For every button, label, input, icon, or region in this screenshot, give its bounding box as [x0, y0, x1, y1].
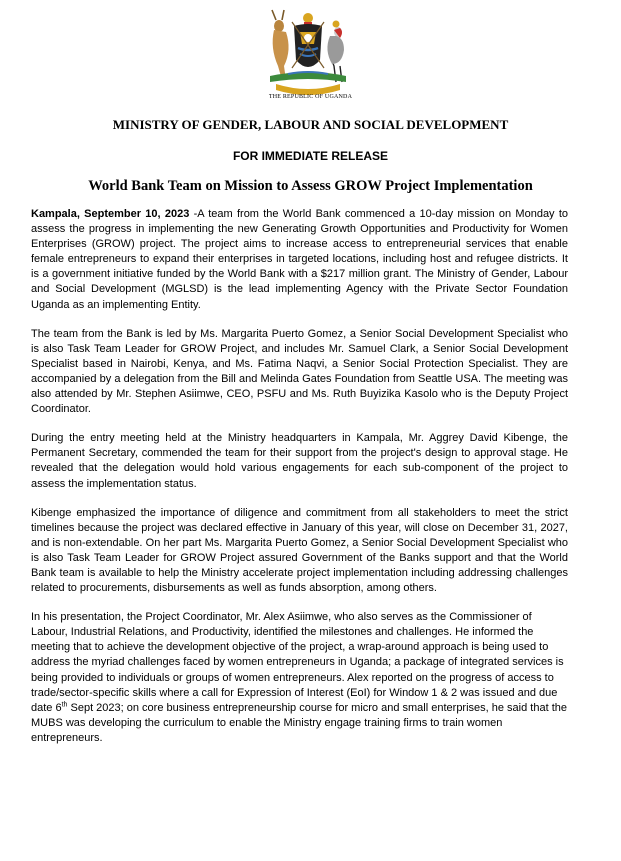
press-release-body — [31, 207, 568, 760]
coat-of-arms-icon — [248, 8, 368, 98]
release-label: FOR IMMEDIATE RELEASE — [232, 149, 389, 163]
paragraph-5 — [31, 610, 568, 746]
paragraph-5-text-b: Sept 2023; on core business entrepreneurship course for micro and small enterprises, he said that the MUBS was developing the curriculum to enable the Ministry engage training firms to train women entrepreneurs. — [31, 701, 567, 744]
republic-caption: THE REPUBLIC OF UGANDA — [268, 94, 353, 100]
press-release-headline: World Bank Team on Mission to Assess GROW Project Implementation — [88, 178, 533, 194]
coat-of-arms-uganda — [248, 8, 368, 108]
paragraph-3: During the entry meeting held at the Ministry headquarters in Kampala, Mr. Aggrey David Kibenge, the Permanent Secretary, commended the team for their support from the project's design to approval stage. He revealed that the delegation would hold various engagements for each sub-component of the project to assess the implementation status. — [31, 432, 568, 490]
dateline: Kampala, September 10, 2023 — [31, 208, 190, 220]
paragraph-1-text: -A team from the World Bank commenced a 10-day mission on Monday to assess the progress in implementing the new Generating Growth Opportunities and Productivity for Women Enterprises (GROW) project. The project aims to increase access to entrepreneurial services that enable female entrepreneurs to expand their enterprises in targeted locations, including host and refugee districts. It is a government initiative funded by the World Bank with a $217 million grant. The Ministry of Gender, Labour and Social Development (MGLSD) is the lead implementing Agency with the Private Sector Foundation Uganda as an implementing Entity. — [31, 208, 568, 311]
paragraph-4: Kibenge emphasized the importance of diligence and commitment from all stakeholders to meet the strict timelines because the project was declared effective in January of this year, will close on December 31, 2027, and is non-extendable. On her part Ms. Margarita Puerto Gomez, a Senior Social Development Specialist who is also Task Team Leader for GROW Project assured Government of the Banks support and that the World Bank team is available to help the Ministry accelerate project implementation including addressing challenges related to procurements, disbursements as well as funds absorption, among others. — [31, 506, 568, 595]
ordinal-suffix: th — [61, 701, 68, 709]
paragraph-2: The team from the Bank is led by Ms. Margarita Puerto Gomez, a Senior Social Development Specialist who is also Task Team Leader for GROW Project, and includes Mr. Samuel Clark, a Senior Social Development Specialist based in Nairobi, Kenya, and Ms. Fatima Naqvi, a Senior Social Protection Specialist. They are accompanied by a delegation from the Bill and Melinda Gates Foundation from Seattle USA. The meeting was also attended by Mr. Stephen Asiimwe, CEO, PSFU and Ms. Ruth Buyizika Kasolo who is the Deputy Project Coordinator. — [31, 327, 568, 416]
ministry-title: MINISTRY OF GENDER, LABOUR AND SOCIAL DEVELOPMENT — [112, 117, 509, 132]
paragraph-1 — [31, 207, 568, 313]
paragraph-5-text-a: In his presentation, the Project Coordinator, Mr. Alex Asiimwe, who also serves as the Commissioner of Labour, Industrial Relations, and Productivity, identified the milestones and challenges. He informed the meeting that to achieve the development objective of the project, a wrap-around approach is being used to address the myriad challenges faced by women entrepreneurs in Uganda; a package of integrated services is being provided to individuals or groups of women entrepreneurs. Alex reported on the progress of access to trade/sector-specific skills where a call for Expression of Interest (EoI) for Window 1 & 2 was issued and due date 6 — [31, 611, 564, 714]
